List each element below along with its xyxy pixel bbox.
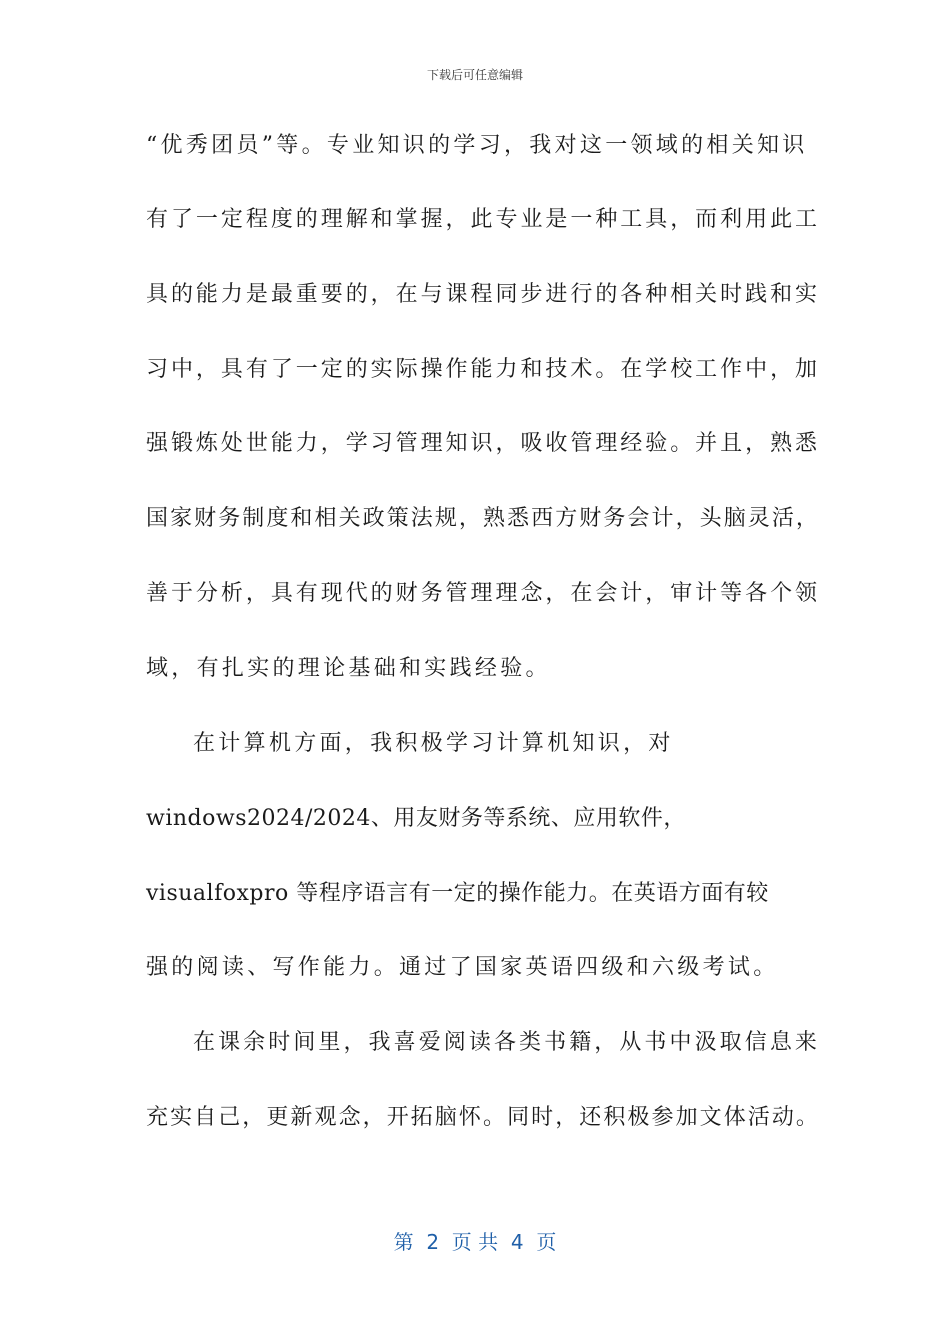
paragraph-start-line: 在计算机方面，我积极学习计算机知识，对 — [193, 731, 674, 756]
body-line: 强的阅读、写作能力。通过了国家英语四级和六级考试。 — [146, 955, 779, 980]
body-line: 具的能力是最重要的，在与课程同步进行的各种相关时践和实 — [146, 282, 820, 307]
page-number-footer: 第 2 页 共 4 页 — [393, 1230, 557, 1254]
body-line: 善于分析，具有现代的财务管理理念，在会计，审计等各个领 — [146, 581, 820, 606]
body-line: 强锻炼处世能力，学习管理知识，吸收管理经验。并且，熟悉 — [146, 431, 820, 456]
body-line: 有了一定程度的理解和掌握，此专业是一种工具，而利用此工 — [146, 207, 820, 232]
paragraph-start-line: 在课余时间里，我喜爱阅读各类书籍，从书中汲取信息来 — [193, 1030, 820, 1055]
body-line: “优秀团员”等。专业知识的学习，我对这一领域的相关知识 — [146, 133, 808, 158]
header-note: 下载后可任意编辑 — [426, 68, 523, 82]
body-line: 习中，具有了一定的实际操作能力和技术。在学校工作中，加 — [146, 357, 820, 382]
body-line: 国家财务制度和相关政策法规，熟悉西方财务会计，头脑灵活， — [146, 506, 820, 531]
body-line: visualfoxpro 等程序语言有一定的操作能力。在英语方面有较 — [146, 881, 769, 906]
body-line: 充实自己，更新观念，开拓脑怀。同时，还积极参加文体活动。 — [146, 1105, 820, 1130]
body-line: windows2024/2024、用友财务等系统、应用软件， — [146, 806, 686, 831]
body-line: 域，有扎实的理论基础和实践经验。 — [146, 656, 551, 681]
